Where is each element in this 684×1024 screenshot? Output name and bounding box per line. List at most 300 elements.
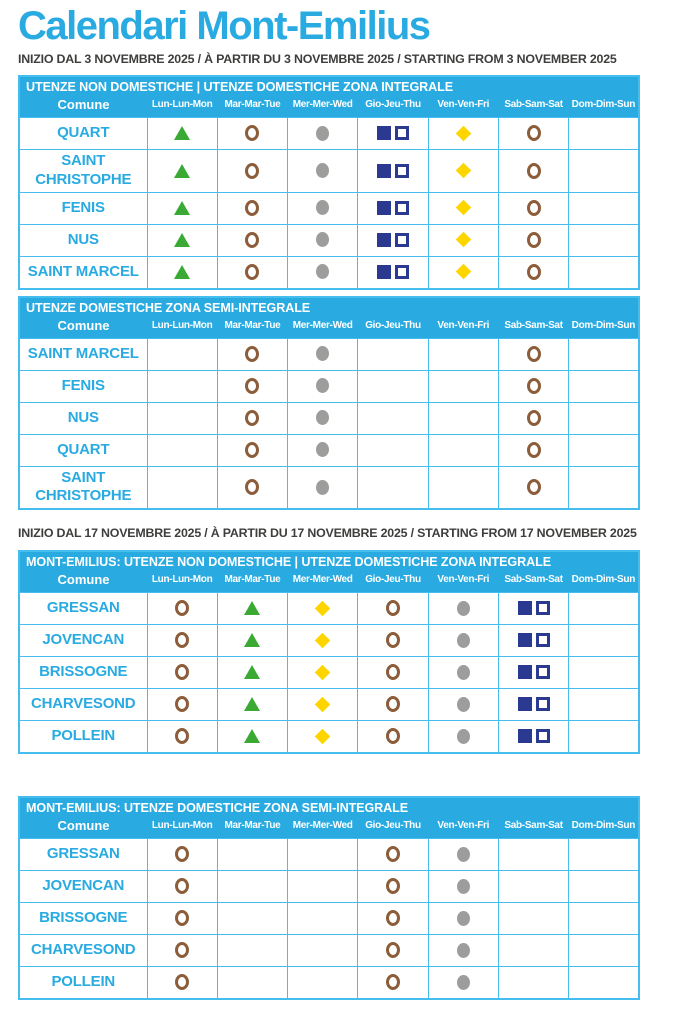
schedule-cell xyxy=(358,256,428,289)
navy-squares-icon xyxy=(518,665,550,679)
schedule-cell xyxy=(569,224,639,256)
schedule-cell xyxy=(147,593,217,625)
column-header-comune: Comune xyxy=(19,816,147,839)
schedule-cell xyxy=(428,593,498,625)
schedule-cell xyxy=(569,967,639,1000)
table-row xyxy=(19,721,639,754)
schedule-cell xyxy=(217,839,287,871)
schedule-cell xyxy=(428,935,498,967)
schedule-cell xyxy=(569,721,639,754)
navy-squares-icon xyxy=(518,601,550,615)
yellow-diamond-icon xyxy=(315,600,331,616)
yellow-diamond-icon xyxy=(315,632,331,648)
table-title-row xyxy=(19,797,639,816)
table-row xyxy=(19,192,639,224)
schedule-cell xyxy=(569,689,639,721)
column-header-row xyxy=(19,570,639,593)
table-row xyxy=(19,657,639,689)
schedule-cell xyxy=(498,871,568,903)
comune-cell: NUS xyxy=(19,224,147,256)
schedule-cell xyxy=(217,150,287,193)
navy-outline-square-icon xyxy=(395,164,409,178)
schedule-cell xyxy=(358,224,428,256)
schedule-cell xyxy=(358,625,428,657)
table-row xyxy=(19,150,639,193)
table-utenze-non-domestiche-zona-integrale xyxy=(18,75,640,290)
brown-ring-icon xyxy=(175,696,189,712)
schedule-cell xyxy=(217,192,287,224)
schedule-cell xyxy=(217,224,287,256)
column-header-day-1: Mar-Mar-Tue xyxy=(217,816,287,839)
column-header-row xyxy=(19,95,639,118)
navy-filled-square-icon xyxy=(518,601,532,615)
brown-ring-icon xyxy=(175,846,189,862)
schedule-cell xyxy=(498,657,568,689)
schedule-cell xyxy=(147,150,217,193)
schedule-cell xyxy=(498,338,568,370)
navy-outline-square-icon xyxy=(536,697,550,711)
column-header-day-2: Mer-Mer-Wed xyxy=(288,816,358,839)
green-triangle-icon xyxy=(174,164,190,178)
schedule-cell xyxy=(428,150,498,193)
schedule-cell xyxy=(147,871,217,903)
schedule-cell xyxy=(569,338,639,370)
table-row xyxy=(19,434,639,466)
schedule-cell xyxy=(498,903,568,935)
navy-outline-square-icon xyxy=(395,233,409,247)
column-header-day-3: Gio-Jeu-Thu xyxy=(358,570,428,593)
brown-ring-icon xyxy=(527,163,541,179)
navy-squares-icon xyxy=(377,164,409,178)
navy-filled-square-icon xyxy=(518,665,532,679)
navy-filled-square-icon xyxy=(518,697,532,711)
navy-filled-square-icon xyxy=(518,633,532,647)
column-header-comune: Comune xyxy=(19,570,147,593)
column-header-day-6: Dom-Dim-Sun xyxy=(569,816,639,839)
yellow-diamond-icon xyxy=(455,264,471,280)
brown-ring-icon xyxy=(527,200,541,216)
brown-ring-icon xyxy=(386,664,400,680)
comune-cell: CHARVESOND xyxy=(19,935,147,967)
schedule-cell xyxy=(147,402,217,434)
schedule-cell xyxy=(147,434,217,466)
schedule-cell xyxy=(498,593,568,625)
gray-dot-icon xyxy=(316,442,329,457)
schedule-cell xyxy=(569,839,639,871)
table-row xyxy=(19,256,639,289)
gray-dot-icon xyxy=(316,126,329,141)
schedule-cell xyxy=(217,338,287,370)
brown-ring-icon xyxy=(175,664,189,680)
brown-ring-icon xyxy=(245,346,259,362)
schedule-cell xyxy=(569,402,639,434)
brown-ring-icon xyxy=(386,696,400,712)
navy-outline-square-icon xyxy=(395,201,409,215)
brown-ring-icon xyxy=(245,479,259,495)
schedule-cell xyxy=(288,903,358,935)
schedule-cell xyxy=(428,689,498,721)
table-title: UTENZE DOMESTICHE ZONA SEMI-INTEGRALE xyxy=(19,297,639,316)
section1-subtitle: INIZIO DAL 3 NOVEMBRE 2025 / À PARTIR DU 3 NOVEMBRE 2025 / STARTING FROM 3 NOVEMBER 2025 xyxy=(18,52,617,66)
table-mont-emilius-zona-integrale xyxy=(18,550,640,754)
schedule-cell xyxy=(288,256,358,289)
green-triangle-icon xyxy=(244,633,260,647)
navy-outline-square-icon xyxy=(536,601,550,615)
navy-squares-icon xyxy=(518,729,550,743)
brown-ring-icon xyxy=(245,125,259,141)
schedule-cell xyxy=(217,721,287,754)
navy-squares-icon xyxy=(377,201,409,215)
column-header-day-2: Mer-Mer-Wed xyxy=(288,570,358,593)
table-row xyxy=(19,625,639,657)
comune-cell: GRESSAN xyxy=(19,593,147,625)
schedule-cell xyxy=(288,466,358,509)
comune-cell: SAINT CHRISTOPHE xyxy=(19,466,147,509)
gray-dot-icon xyxy=(457,665,470,680)
schedule-cell xyxy=(147,657,217,689)
gray-dot-icon xyxy=(457,911,470,926)
navy-filled-square-icon xyxy=(377,201,391,215)
table-row xyxy=(19,466,639,509)
gray-dot-icon xyxy=(316,480,329,495)
comune-cell: BRISSOGNE xyxy=(19,657,147,689)
schedule-cell xyxy=(288,192,358,224)
brown-ring-icon xyxy=(245,163,259,179)
schedule-cell xyxy=(147,370,217,402)
schedule-cell xyxy=(288,689,358,721)
schedule-cell xyxy=(288,434,358,466)
column-header-day-0: Lun-Lun-Mon xyxy=(147,816,217,839)
navy-squares-icon xyxy=(377,126,409,140)
column-header-day-5: Sab-Sam-Sat xyxy=(498,316,568,339)
comune-cell: POLLEIN xyxy=(19,721,147,754)
schedule-cell xyxy=(358,657,428,689)
brown-ring-icon xyxy=(175,600,189,616)
section2-subtitle: INIZIO DAL 17 NOVEMBRE 2025 / À PARTIR DU 17 NOVEMBRE 2025 / STARTING FROM 17 NOVEMBER 2025 xyxy=(18,526,637,540)
schedule-cell xyxy=(217,370,287,402)
brown-ring-icon xyxy=(386,878,400,894)
schedule-cell xyxy=(358,434,428,466)
schedule-cell xyxy=(288,150,358,193)
navy-outline-square-icon xyxy=(536,729,550,743)
brown-ring-icon xyxy=(175,728,189,744)
schedule-cell xyxy=(217,689,287,721)
gray-dot-icon xyxy=(316,346,329,361)
schedule-cell xyxy=(498,625,568,657)
table-row xyxy=(19,903,639,935)
brown-ring-icon xyxy=(386,846,400,862)
schedule-cell xyxy=(288,657,358,689)
comune-cell: BRISSOGNE xyxy=(19,903,147,935)
table-title: UTENZE NON DOMESTICHE | UTENZE DOMESTICHE ZONA INTEGRALE xyxy=(19,76,639,95)
schedule-cell xyxy=(147,625,217,657)
column-header-day-1: Mar-Mar-Tue xyxy=(217,316,287,339)
schedule-cell xyxy=(358,935,428,967)
comune-cell: JOVENCAN xyxy=(19,625,147,657)
column-header-day-0: Lun-Lun-Mon xyxy=(147,95,217,118)
schedule-cell xyxy=(358,839,428,871)
table-row xyxy=(19,224,639,256)
yellow-diamond-icon xyxy=(455,232,471,248)
schedule-cell xyxy=(288,224,358,256)
schedule-cell xyxy=(217,466,287,509)
brown-ring-icon xyxy=(527,479,541,495)
gray-dot-icon xyxy=(457,943,470,958)
column-header-day-3: Gio-Jeu-Thu xyxy=(358,95,428,118)
gray-dot-icon xyxy=(457,633,470,648)
brown-ring-icon xyxy=(386,728,400,744)
comune-cell: GRESSAN xyxy=(19,839,147,871)
table-row xyxy=(19,338,639,370)
green-triangle-icon xyxy=(244,665,260,679)
navy-squares-icon xyxy=(518,633,550,647)
navy-squares-icon xyxy=(377,233,409,247)
schedule-cell xyxy=(569,192,639,224)
green-triangle-icon xyxy=(174,233,190,247)
schedule-cell xyxy=(498,935,568,967)
schedule-cell xyxy=(147,118,217,150)
brown-ring-icon xyxy=(175,974,189,990)
schedule-cell xyxy=(428,625,498,657)
navy-squares-icon xyxy=(518,697,550,711)
schedule-cell xyxy=(288,370,358,402)
schedule-cell xyxy=(498,402,568,434)
column-header-day-4: Ven-Ven-Fri xyxy=(428,95,498,118)
schedule-cell xyxy=(147,967,217,1000)
schedule-cell xyxy=(569,466,639,509)
yellow-diamond-icon xyxy=(315,696,331,712)
schedule-cell xyxy=(147,256,217,289)
table-title-row xyxy=(19,297,639,316)
gray-dot-icon xyxy=(316,410,329,425)
schedule-cell xyxy=(498,192,568,224)
column-header-day-5: Sab-Sam-Sat xyxy=(498,816,568,839)
brown-ring-icon xyxy=(175,878,189,894)
brown-ring-icon xyxy=(175,910,189,926)
navy-filled-square-icon xyxy=(518,729,532,743)
schedule-cell xyxy=(569,150,639,193)
gray-dot-icon xyxy=(457,975,470,990)
navy-outline-square-icon xyxy=(395,265,409,279)
column-header-day-3: Gio-Jeu-Thu xyxy=(358,816,428,839)
schedule-cell xyxy=(358,593,428,625)
green-triangle-icon xyxy=(174,201,190,215)
comune-cell: CHARVESOND xyxy=(19,689,147,721)
schedule-cell xyxy=(358,150,428,193)
brown-ring-icon xyxy=(386,632,400,648)
yellow-diamond-icon xyxy=(455,200,471,216)
schedule-cell xyxy=(569,903,639,935)
schedule-cell xyxy=(498,689,568,721)
schedule-cell xyxy=(358,118,428,150)
comune-cell: SAINT MARCEL xyxy=(19,256,147,289)
brown-ring-icon xyxy=(175,942,189,958)
table-row xyxy=(19,118,639,150)
column-header-day-5: Sab-Sam-Sat xyxy=(498,95,568,118)
table-row xyxy=(19,402,639,434)
schedule-cell xyxy=(428,256,498,289)
gray-dot-icon xyxy=(457,697,470,712)
schedule-cell xyxy=(498,434,568,466)
schedule-cell xyxy=(569,434,639,466)
comune-cell: FENIS xyxy=(19,192,147,224)
column-header-day-4: Ven-Ven-Fri xyxy=(428,316,498,339)
schedule-cell xyxy=(569,370,639,402)
brown-ring-icon xyxy=(527,232,541,248)
schedule-cell xyxy=(428,871,498,903)
schedule-cell xyxy=(569,935,639,967)
schedule-cell xyxy=(217,256,287,289)
navy-filled-square-icon xyxy=(377,164,391,178)
schedule-cell xyxy=(569,256,639,289)
schedule-cell xyxy=(217,935,287,967)
table-mont-emilius-zona-semi-integrale xyxy=(18,796,640,1000)
table-row xyxy=(19,593,639,625)
gray-dot-icon xyxy=(457,847,470,862)
schedule-cell xyxy=(288,935,358,967)
page-title: Calendari Mont-Emilius xyxy=(18,4,430,48)
schedule-cell xyxy=(288,871,358,903)
navy-squares-icon xyxy=(377,265,409,279)
schedule-cell xyxy=(428,370,498,402)
schedule-cell xyxy=(498,150,568,193)
schedule-cell xyxy=(288,593,358,625)
yellow-diamond-icon xyxy=(315,728,331,744)
schedule-cell xyxy=(428,192,498,224)
schedule-cell xyxy=(498,721,568,754)
schedule-cell xyxy=(428,839,498,871)
navy-outline-square-icon xyxy=(536,665,550,679)
column-header-day-5: Sab-Sam-Sat xyxy=(498,570,568,593)
schedule-cell xyxy=(217,967,287,1000)
schedule-cell xyxy=(288,839,358,871)
comune-cell: SAINT MARCEL xyxy=(19,338,147,370)
gray-dot-icon xyxy=(316,163,329,178)
schedule-cell xyxy=(147,935,217,967)
schedule-cell xyxy=(428,434,498,466)
schedule-cell xyxy=(147,466,217,509)
column-header-day-4: Ven-Ven-Fri xyxy=(428,816,498,839)
brown-ring-icon xyxy=(245,264,259,280)
schedule-cell xyxy=(217,593,287,625)
schedule-cell xyxy=(358,721,428,754)
schedule-cell xyxy=(217,402,287,434)
brown-ring-icon xyxy=(386,910,400,926)
brown-ring-icon xyxy=(245,442,259,458)
column-header-day-1: Mar-Mar-Tue xyxy=(217,95,287,118)
column-header-day-2: Mer-Mer-Wed xyxy=(288,316,358,339)
schedule-cell xyxy=(358,903,428,935)
column-header-row xyxy=(19,316,639,339)
brown-ring-icon xyxy=(527,125,541,141)
schedule-cell xyxy=(428,721,498,754)
green-triangle-icon xyxy=(174,126,190,140)
schedule-cell xyxy=(498,224,568,256)
schedule-cell xyxy=(358,370,428,402)
schedule-cell xyxy=(358,871,428,903)
column-header-comune: Comune xyxy=(19,316,147,339)
table-title: MONT-EMILIUS: UTENZE NON DOMESTICHE | UTENZE DOMESTICHE ZONA INTEGRALE xyxy=(19,551,639,570)
schedule-cell xyxy=(498,256,568,289)
gray-dot-icon xyxy=(316,200,329,215)
schedule-cell xyxy=(498,118,568,150)
schedule-cell xyxy=(569,657,639,689)
schedule-cell xyxy=(147,839,217,871)
comune-cell: NUS xyxy=(19,402,147,434)
brown-ring-icon xyxy=(386,942,400,958)
schedule-cell xyxy=(147,721,217,754)
column-header-day-6: Dom-Dim-Sun xyxy=(569,570,639,593)
comune-cell: POLLEIN xyxy=(19,967,147,1000)
schedule-cell xyxy=(358,466,428,509)
brown-ring-icon xyxy=(175,632,189,648)
navy-filled-square-icon xyxy=(377,265,391,279)
column-header-day-3: Gio-Jeu-Thu xyxy=(358,316,428,339)
navy-outline-square-icon xyxy=(395,126,409,140)
schedule-cell xyxy=(428,338,498,370)
schedule-cell xyxy=(288,118,358,150)
navy-filled-square-icon xyxy=(377,233,391,247)
brown-ring-icon xyxy=(527,378,541,394)
schedule-cell xyxy=(358,967,428,1000)
comune-cell: JOVENCAN xyxy=(19,871,147,903)
yellow-diamond-icon xyxy=(315,664,331,680)
column-header-day-2: Mer-Mer-Wed xyxy=(288,95,358,118)
brown-ring-icon xyxy=(386,974,400,990)
navy-outline-square-icon xyxy=(536,633,550,647)
brown-ring-icon xyxy=(245,200,259,216)
table-row xyxy=(19,871,639,903)
comune-cell: QUART xyxy=(19,434,147,466)
table-row xyxy=(19,689,639,721)
table-row xyxy=(19,967,639,1000)
schedule-cell xyxy=(358,402,428,434)
schedule-cell xyxy=(569,118,639,150)
schedule-cell xyxy=(498,967,568,1000)
column-header-day-0: Lun-Lun-Mon xyxy=(147,316,217,339)
schedule-cell xyxy=(217,118,287,150)
schedule-cell xyxy=(358,338,428,370)
brown-ring-icon xyxy=(386,600,400,616)
green-triangle-icon xyxy=(244,601,260,615)
table-title-row xyxy=(19,551,639,570)
column-header-row xyxy=(19,816,639,839)
column-header-day-0: Lun-Lun-Mon xyxy=(147,570,217,593)
comune-cell: FENIS xyxy=(19,370,147,402)
green-triangle-icon xyxy=(244,697,260,711)
brown-ring-icon xyxy=(245,378,259,394)
schedule-cell xyxy=(217,625,287,657)
schedule-cell xyxy=(147,903,217,935)
column-header-day-1: Mar-Mar-Tue xyxy=(217,570,287,593)
yellow-diamond-icon xyxy=(455,163,471,179)
schedule-cell xyxy=(147,338,217,370)
schedule-cell xyxy=(288,338,358,370)
table-row xyxy=(19,935,639,967)
column-header-comune: Comune xyxy=(19,95,147,118)
schedule-cell xyxy=(428,903,498,935)
schedule-cell xyxy=(147,192,217,224)
column-header-day-6: Dom-Dim-Sun xyxy=(569,316,639,339)
schedule-cell xyxy=(428,967,498,1000)
schedule-cell xyxy=(217,903,287,935)
schedule-cell xyxy=(288,721,358,754)
schedule-cell xyxy=(147,689,217,721)
column-header-day-4: Ven-Ven-Fri xyxy=(428,570,498,593)
gray-dot-icon xyxy=(316,232,329,247)
green-triangle-icon xyxy=(244,729,260,743)
schedule-cell xyxy=(498,370,568,402)
